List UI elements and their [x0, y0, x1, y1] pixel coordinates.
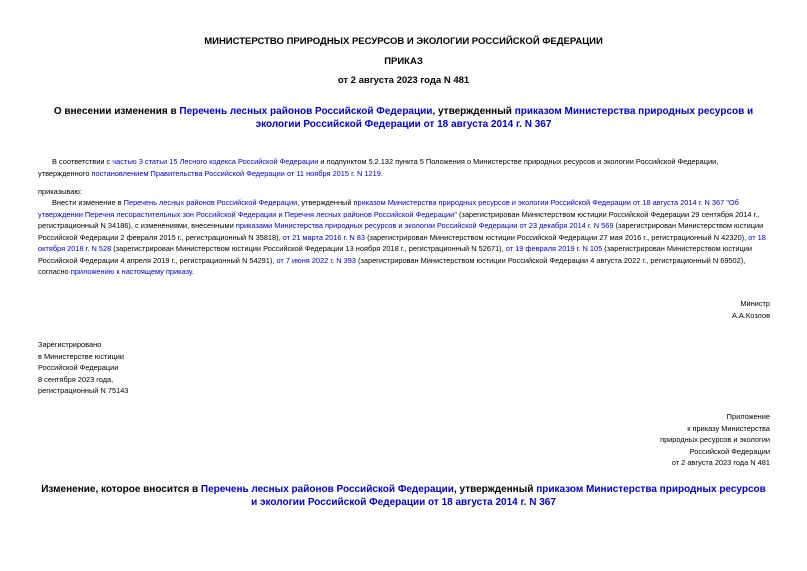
signature-block	[732, 298, 770, 321]
para2-text-8: (зарегистрирован Министерством юстиции Российской Федерации 4 августа 2022 г., регистрационный N 69502), согласно	[38, 255, 746, 276]
signature-position: Министр	[740, 299, 770, 308]
para1-text-1: В соответствии с	[52, 157, 113, 166]
para1-link-government-resolution[interactable]: постановлением Правительства Российской Федерации от 11 ноября 2015 г. N 1219	[91, 168, 381, 178]
bottom-title-link-order-367[interactable]: приказом Министерства природных ресурсов и экологии Российской Федерации от 18 августа 2014 г. N 367	[251, 484, 766, 508]
signature-name: А.А.Козлов	[731, 310, 770, 320]
para2-link-order-367[interactable]: приказом Министерства природных ресурсов и экологии Российской Федерации от 18 августа 2014 г. N 367 "Об утверждении Перечня лесорастительных зон Российской Федерации и Перечня лесных районов Российской Федерации"	[38, 198, 739, 219]
registration-block	[38, 339, 128, 397]
appendix-title	[40, 483, 767, 509]
para2-link-forest-list[interactable]: Перечень лесных районов Российской Федерации	[123, 198, 298, 207]
title-link-forest-list[interactable]: Перечень лесных районов Российской Федерации	[179, 106, 433, 117]
appendix-line: Российской Федерации	[689, 446, 770, 456]
title-text-2: , утвержденный	[432, 106, 515, 117]
doc-type: ПРИКАЗ	[384, 56, 423, 67]
registration-line: регистрационный N 75143	[38, 386, 129, 395]
registration-line: Российской Федерации	[38, 363, 119, 372]
para2-text-1: Внести изменение в	[52, 198, 124, 207]
para2-link-order-105[interactable]: от 19 февраля 2019 г. N 105	[505, 244, 603, 253]
registration-line: в Министерстве юстиции	[38, 351, 125, 361]
para2-text-6: (зарегистрирован Министерством юстиции Российской Федерации 13 ноября 2018 г., регистрационный N 52671),	[111, 244, 506, 253]
ministry-heading: МИНИСТЕРСТВО ПРИРОДНЫХ РЕСУРСОВ И ЭКОЛОГИИ РОССИЙСКОЙ ФЕДЕРАЦИИ	[204, 36, 603, 47]
para1-text-2: и подпунктом 5.2.132 пункта 5 Положения о Министерстве природных ресурсов и экологии Российской Федерации, утвержденного	[38, 157, 719, 178]
title-link-order-367[interactable]: приказом Министерства природных ресурсов и экологии Российской Федерации от 18 августа 2014 г. N 367	[255, 106, 754, 130]
para2-text-9: .	[191, 267, 194, 276]
para2-text-7: (зарегистрирован Министерством юстиции Российской Федерации 4 апреля 2019 г., регистрационный N 54291),	[38, 244, 753, 265]
appendix-line: природных ресурсов и экологии	[660, 435, 770, 444]
order-paragraph	[38, 197, 770, 278]
para2-link-order-393[interactable]: от 7 июня 2022 г. N 393	[276, 255, 356, 265]
registration-line: 8 сентября 2023 года,	[38, 374, 114, 384]
bottom-title-text-1: Изменение, которое вносится в	[41, 484, 201, 495]
appendix-line: от 2 августа 2023 года N 481	[671, 458, 770, 467]
para2-text-2: , утвержденный	[297, 198, 354, 207]
appendix-block	[660, 411, 770, 469]
para2-text-5: (зарегистрирован Министерством юстиции Российской Федерации 27 мая 2016 г., регистрационный N 42320),	[365, 232, 749, 242]
para2-text-3: (зарегистрирован Министерством юстиции Российской Федерации 29 сентября 2014 г., регистрационный N 34186), с изменениями, внесенными	[38, 209, 760, 230]
para1-text-3: .	[380, 168, 383, 178]
bottom-title-link-forest-list[interactable]: Перечень лесных районов Российской Федерации	[200, 484, 454, 495]
appendix-line: к приказу Министерства	[687, 423, 770, 433]
title-text-1: О внесении изменения в	[53, 106, 180, 117]
order-word: приказываю:	[38, 187, 82, 196]
para2-link-order-528[interactable]: от 18 октября 2018 г. N 528	[38, 232, 766, 253]
appendix-line: Приложение	[726, 412, 770, 421]
para2-link-order-83[interactable]: от 21 марта 2016 г. N 83	[282, 232, 366, 242]
para2-text-4: (зарегистрирован Министерством юстиции Российской Федерации 2 февраля 2015 г., регистрационный N 35818),	[38, 221, 764, 242]
preamble-paragraph	[38, 156, 770, 179]
para2-link-appendix[interactable]: приложению к настоящему приказу	[70, 267, 192, 276]
bottom-title-text-2: , утвержденный	[453, 484, 537, 495]
para2-link-order-569[interactable]: приказами Министерства природных ресурсов и экологии Российской Федерации от 23 декабря 2014 г. N 569	[235, 221, 614, 230]
registration-line: Зарегистрировано	[38, 340, 102, 349]
para1-link-forest-code[interactable]: частью 3 статьи 15 Лесного кодекса Российской Федерации	[112, 157, 319, 166]
order-title	[30, 105, 777, 131]
doc-date-number: от 2 августа 2023 года N 481	[337, 75, 470, 86]
